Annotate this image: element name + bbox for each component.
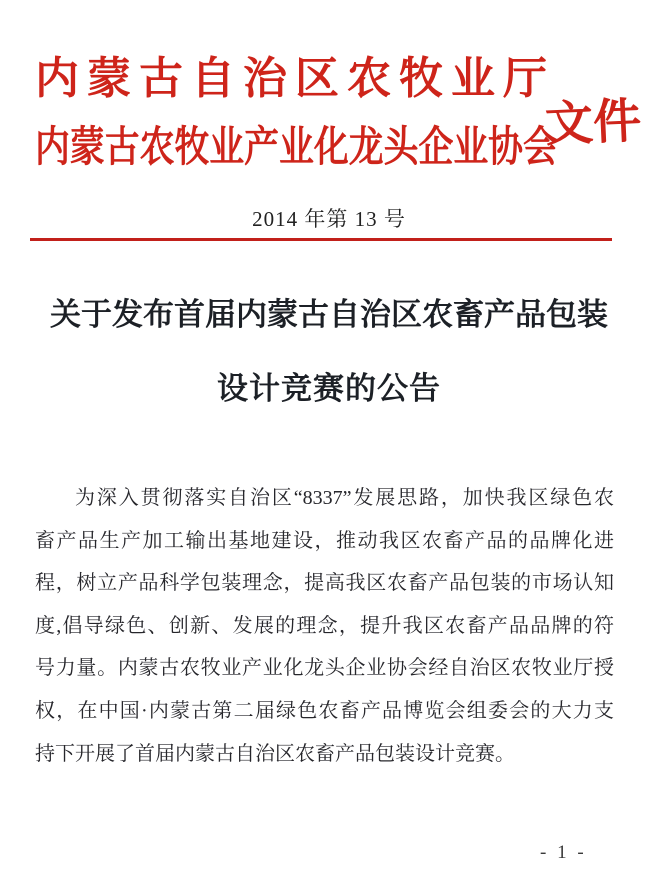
- letterhead-red-divider: [30, 238, 612, 241]
- body-paragraph: [35, 477, 614, 775]
- body-line-7: 持下开展了首届内蒙古自治区农畜产品包装设计竞赛。: [35, 742, 515, 765]
- body-line-1: 为深入贯彻落实自治区“8337”发展思路，加快我区绿色农: [75, 487, 614, 509]
- body-line-3: 程，树立产品科学包装理念，提高我区农畜产品包装的市场认知: [35, 572, 614, 595]
- letterhead-org-line-2: 内蒙古农牧业产业化龙头企业协会: [35, 125, 558, 171]
- body-line-4: 度,倡导绿色、创新、发展的理念，提升我区农畜产品品牌的符: [35, 614, 614, 637]
- body-line-5: 号力量。内蒙古农牧业产业化龙头企业协会经自治区农牧业厅授: [35, 657, 614, 680]
- letterhead-doc-type-label: 文件: [544, 94, 643, 152]
- page-number: - 1 -: [540, 842, 587, 863]
- doc-issue-number: 2014 年第 13 号: [252, 207, 406, 231]
- letterhead-org-line-1: 内蒙古自治区农牧业厅: [35, 54, 555, 103]
- document-title-line-2: 设计竞赛的公告: [217, 371, 441, 406]
- body-line-6: 权，在中国·内蒙古第二届绿色农畜产品博览会组委会的大力支: [35, 699, 614, 722]
- document-title-line-1: 关于发布首届内蒙古自治区农畜产品包装: [50, 297, 608, 332]
- body-line-2: 畜产品生产加工输出基地建设，推动我区农畜产品的品牌化进: [35, 529, 614, 552]
